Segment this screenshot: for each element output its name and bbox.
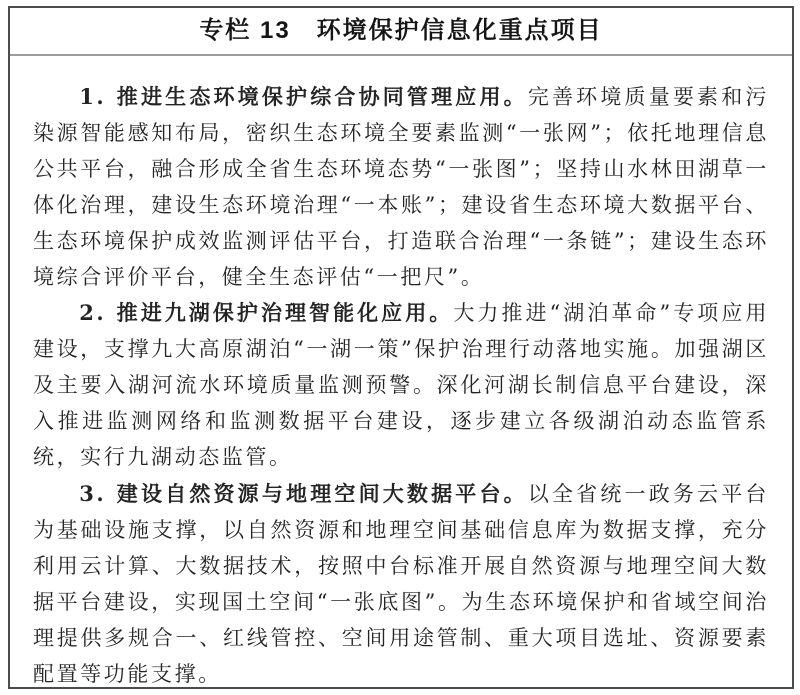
box-body	[10, 56, 792, 692]
paragraph-3-text: 以全省统一政务云平台为基础设施支撑，以自然资源和地理空间基础信息库为数据支撑，充分利用云计算、大数据技术，按照中台标准开展自然资源与地理空间大数据平台建设，实现国土空间“一张底图”。为生态环境保护和省域空间治理提供多规合一、红线管控、空间用途管制、重大项目选址、资源要素配置等功能支撑。	[33, 481, 770, 686]
paragraph-2	[33, 295, 769, 476]
paragraph-1-lead: 1. 推进生态环境保护综合协同管理应用。	[79, 84, 528, 109]
paragraph-1-text: 完善环境质量要素和污染源智能感知布局，密织生态环境全要素监测“一张网”；依托地理信息公共平台，融合形成全省生态环境态势“一张图”；坚持山水林田湖草一体化治理，建设生态环境治理“一本账”；建设省生态环境大数据平台、生态环境保护成效监测评估平台，打造联合治理“一条链”；建设生态环境综合评价平台，健全生态评估“一把尺”。	[33, 85, 770, 289]
highlight-box	[8, 6, 794, 689]
paragraph-2-text: 大力推进“湖泊革命”专项应用建设，支撑九大高原湖泊“一湖一策”保护治理行动落地实施。加强湖区及主要入湖河流水环境质量监测预警。深化河湖长制信息平台建设，深入推进监测网络和监测数据平台建设，逐步建立各级湖泊动态监管系统，实行九湖动态监管。	[33, 301, 770, 470]
paragraph-3-lead: 3. 建设自然资源与地理空间大数据平台。	[79, 480, 528, 506]
paragraph-2-lead: 2. 推进九湖保护治理智能化应用。	[79, 300, 454, 326]
paragraph-1	[33, 79, 769, 295]
paragraph-3	[33, 476, 769, 692]
box-title: 专栏 13 环境保护信息化重点项目	[10, 8, 792, 56]
